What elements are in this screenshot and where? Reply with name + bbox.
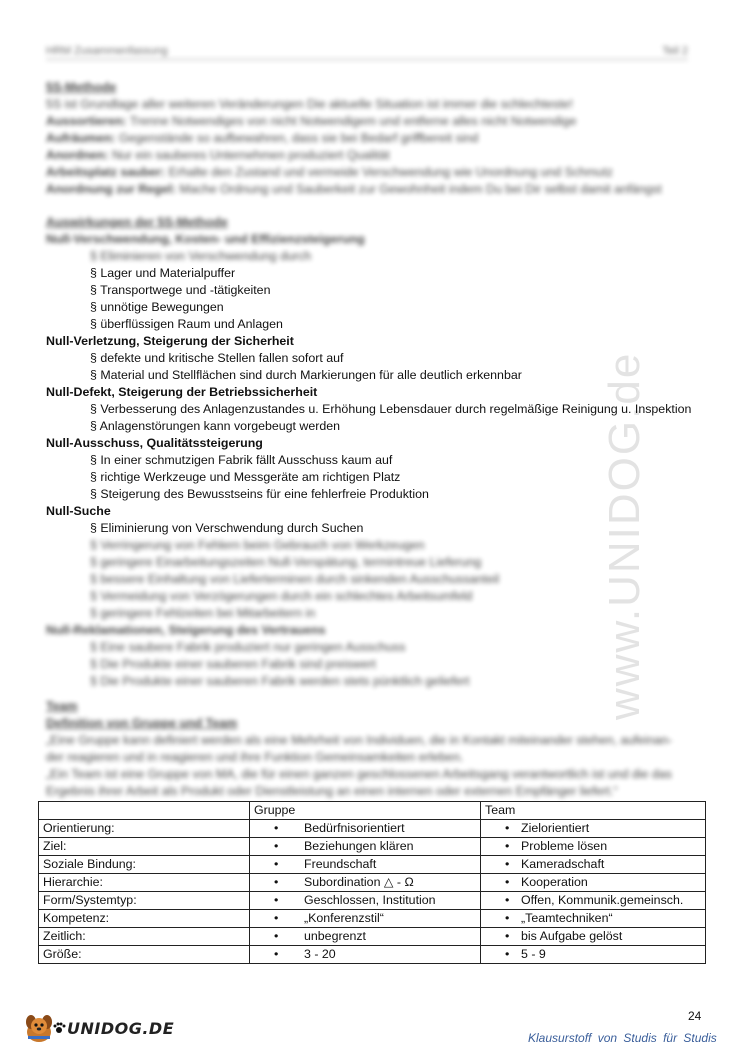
s5-line: 5S ist Grundlage aller weiteren Veränderungen Die aktuelle Situation ist immer die schlechteste! [46,97,573,111]
table-row [39,928,706,946]
row-label: Ziel: [39,838,250,856]
page-header [46,45,688,60]
section-5s-title: 5S-Methode [46,80,117,94]
footer-slogan: Klausurstoff von Studis für Studis [528,1031,717,1045]
table-row [39,892,706,910]
group-title: Null-Ausschuss, Qualitätssteigerung [46,436,263,450]
table-header-cell: Gruppe [250,802,481,820]
table-header-cell: Team [481,802,706,820]
row-label: Form/Systemtyp: [39,892,250,910]
gruppe-cell: • Bedürfnisorientiert [250,820,481,838]
list-item: § Anlagenstörungen kann vorgebeugt werden [90,419,341,433]
team-cell: • Probleme lösen [481,838,706,856]
header-right: Teil 2 [662,45,688,57]
team-cell: • Kooperation [481,874,706,892]
team-text-line: Ergebnis ihrer Arbeit als Produkt oder Dienstleistung an einen internen oder externen Empfänger liefert.“ [46,784,618,798]
row-label: Soziale Bindung: [39,856,250,874]
list-item: § Eliminierung von Verschwendung durch Suchen [90,521,364,535]
section-5s [46,79,706,198]
header-left: HRM Zusammenfassung [46,45,168,57]
team-subtitle: Definition von Gruppe und Team [46,716,238,730]
team-cell: • Zielorientiert [481,820,706,838]
group-title: Null-Defekt, Steigerung der Betriebssicherheit [46,385,318,399]
table-row [39,856,706,874]
team-text-line: „Eine Gruppe kann definiert werden als eine Mehrheit von Individuen, die in Kontakt miteinander stehen, aufeinan- [46,733,673,747]
table-row [39,820,706,838]
gruppe-cell: • Subordination △ - Ω [250,874,481,892]
watermark: www.UNIDOG.de [600,351,649,720]
gruppe-cell: • Beziehungen klären [250,838,481,856]
s5-line: Anordnen: Nur ein sauberes Unternehmen produziert Qualität [46,148,390,162]
list-item: § Lager und Materialpuffer [90,266,236,280]
s5-line: Arbeitsplatz sauber: Erhalte den Zustand und vermeide Verschwendung wie Unordnung und Schmutz [46,165,613,179]
list-item: § Verringerung von Fehlern beim Gebrauch von Werkzeugen [90,538,425,552]
comparison-table [38,801,706,964]
team-cell: • Kameradschaft [481,856,706,874]
row-label: Kompetenz: [39,910,250,928]
group-title: Null-Suche [46,504,111,518]
list-item: § überflüssigen Raum und Anlagen [90,317,283,331]
team-text-line: „Ein Team ist eine Gruppe von MA, die für einen ganzen geschlossenen Arbeitsgang verantwortlich ist und die das [46,767,672,781]
paw-icon [52,1021,66,1035]
table-row [39,946,706,964]
group-title: Null-Verletzung, Steigerung der Sicherheit [46,334,294,348]
s5-line: Aussortieren: Trenne Notwendiges von nicht Notwendigem und entferne alles nicht Notwendige [46,114,577,128]
list-item: § richtige Werkzeuge und Messgeräte am richtigen Platz [90,470,401,484]
row-label: Hierarchie: [39,874,250,892]
logo-text: UNIDOG.DE [67,1018,175,1038]
group-title: Null-Reklamationen, Steigerung des Vertrauens [46,623,326,637]
row-label: Zeitlich: [39,928,250,946]
team-cell: • Offen, Kommunik.gemeinsch. [481,892,706,910]
list-item: § Verbesserung des Anlagenzustandes u. Erhöhung Lebensdauer durch regelmäßige Reinigung u. Inspektion [90,402,692,416]
section-effects [46,214,706,690]
row-label: Orientierung: [39,820,250,838]
list-item: § Eine saubere Fabrik produziert nur geringen Ausschuss [90,640,406,654]
team-text-line: der reagieren und in reagieren und ihre Funktion Gemeinsamkeiten erleben. [46,750,464,764]
list-item: § Eliminieren von Verschwendung durch [90,249,312,263]
gruppe-cell: • unbegrenzt [250,928,481,946]
dog-mascot-icon [22,1012,56,1044]
gruppe-cell: • Freundschaft [250,856,481,874]
list-item: § In einer schmutzigen Fabrik fällt Ausschuss kaum auf [90,453,393,467]
list-item: § Transportwege und -tätigkeiten [90,283,271,297]
s5-line: Anordnung zur Regel: Mache Ordnung und Sauberkeit zur Gewohnheit indem Du bei Dir selbst damit anfängst [46,182,662,196]
unidog-logo[interactable] [22,1012,174,1044]
group-title: Null-Verschwendung, Kosten- und Effizienzsteigerung [46,232,365,246]
list-item: § bessere Einhaltung von Lieferterminen durch sinkenden Ausschussanteil [90,572,500,586]
list-item: § geringere Fehlzeiten bei Mitarbeitern in [90,606,316,620]
team-cell: • bis Aufgabe gelöst [481,928,706,946]
gruppe-cell: • 3 - 20 [250,946,481,964]
list-item: § Die Produkte einer sauberen Fabrik sind preiswert [90,657,376,671]
list-item: § geringere Einarbeitungszeiten Null-Verspätung, termintreue Lieferung [90,555,482,569]
list-item: § Vermeidung von Verzögerungen durch ein schlechtes Arbeitsumfeld [90,589,473,603]
team-title: Team [46,699,78,713]
list-item: § Steigerung des Bewusstseins für eine fehlerfreie Produktion [90,487,429,501]
gruppe-cell: • Geschlossen, Institution [250,892,481,910]
gruppe-cell: • „Konferenzstil“ [250,910,481,928]
page-number: 24 [688,1009,702,1023]
team-cell: • 5 - 9 [481,946,706,964]
table-row [39,838,706,856]
row-label: Größe: [39,946,250,964]
list-item: § Die Produkte einer sauberen Fabrik werden stets pünktlich geliefert [90,674,470,688]
table-header-cell [39,802,250,820]
effects-title: Auswirkungen der 5S-Methode [46,215,228,229]
list-item: § unnötige Bewegungen [90,300,224,314]
list-item: § defekte und kritische Stellen fallen sofort auf [90,351,344,365]
team-cell: • „Teamtechniken“ [481,910,706,928]
section-team [46,698,706,800]
list-item: § Material und Stellflächen sind durch Markierungen für alle deutlich erkennbar [90,368,522,382]
s5-line: Aufräumen: Gegenstände so aufbewahren, dass sie bei Bedarf griffbereit sind [46,131,479,145]
table-row [39,910,706,928]
table-header-row [39,802,706,820]
table-row [39,874,706,892]
